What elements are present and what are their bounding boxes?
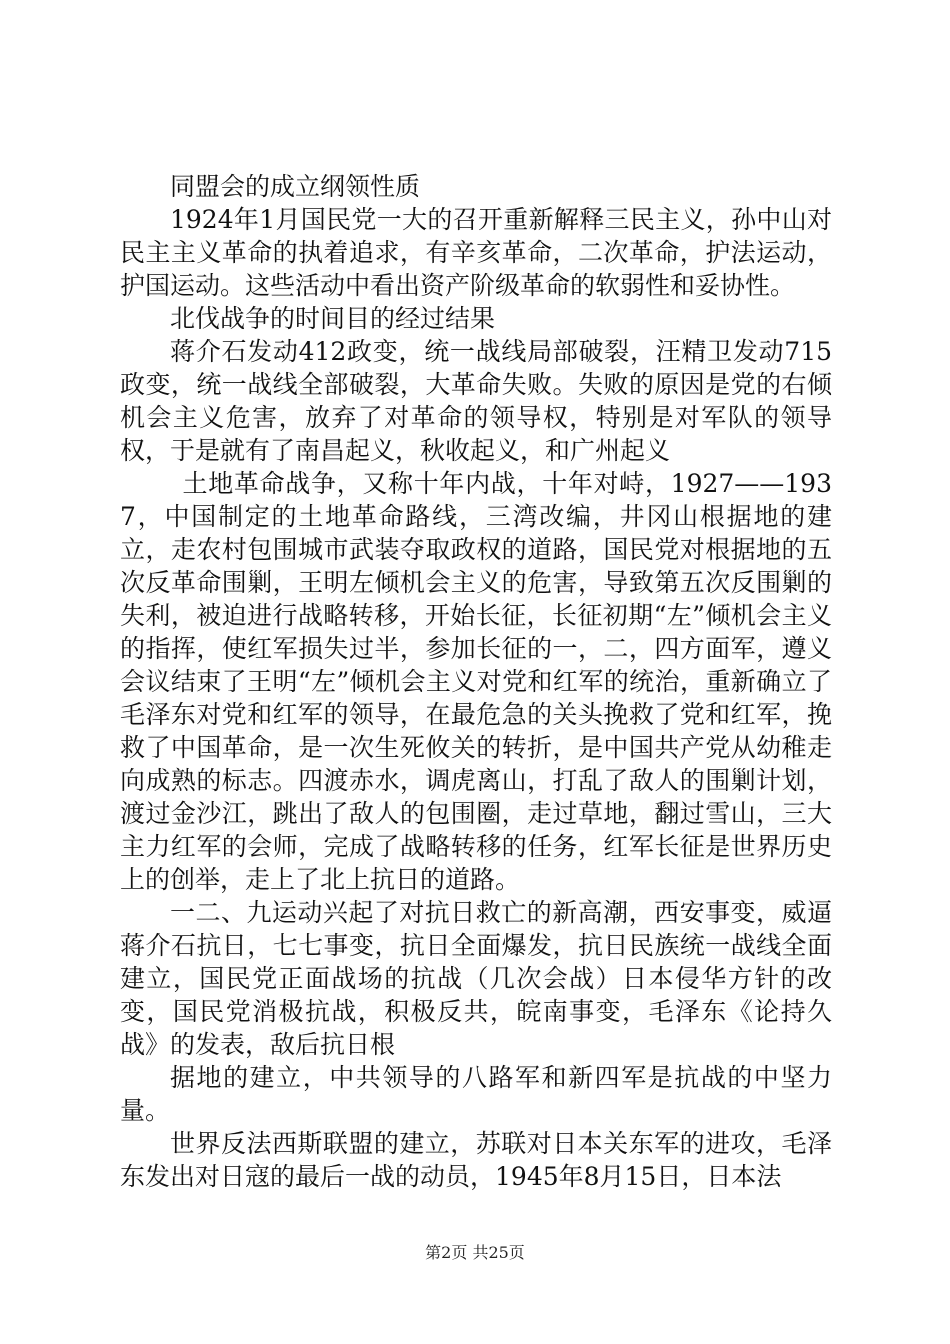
paragraph-northern-expedition: 北伐战争的时间目的经过结果 bbox=[170, 304, 496, 333]
paragraph-anti-fascist-alliance: 世界反法西斯联盟的建立，苏联对日本关东军的进攻，毛泽东发出对日寇的最后一战的动员，1945年8月15日，日本法 bbox=[120, 1129, 832, 1191]
paragraph-agrarian-revolution: 土地革命战争，又称十年内战，十年对峙，1927——1937，中国制定的土地革命路线，三湾改编，井冈山根据地的建立，走农村包围城市武装夺取政权的道路，国民党对根据地的五次反革命围剿，王明左倾机会主义的危害，导致第五次反围剿的失利，被迫进行战略转移，开始长征，长征初期“左”倾机会主义的指挥，使红军损失过半，参加长征的一，二，四方面军，遵义会议结束了王明“左”倾机会主义对党和红军的统治，重新确立了毛泽东对党和红军的领导，在最危急的关头挽救了党和红军，挽救了中国革命，是一次生死攸关的转折，是中国共产党从幼稚走向成熟的标志。四渡赤水，调虎离山，打乱了敌人的围剿计划，渡过金沙江，跳出了敌人的包围圈，走过草地，翻过雪山，三大主力红军的会师，完成了战略转移的任务，红军长征是世界历史上的创举，走上了北上抗日的道路。 bbox=[120, 469, 832, 894]
paragraph-412-incident: 蒋介石发动412政变，统一战线局部破裂，汪精卫发动715政变，统一战线全部破裂，大革命失败。失败的原因是党的右倾机会主义危害，放弃了对革命的领导权，特别是对军队的领导权，于是就有了南昌起义，秋收起义，和广州起义 bbox=[120, 337, 832, 465]
paragraph-base-areas: 据地的建立，中共领导的八路军和新四军是抗战的中坚力量。 bbox=[120, 1063, 832, 1125]
document-body bbox=[120, 170, 832, 1193]
page-number-footer: 第2页 共25页 bbox=[425, 1243, 525, 1262]
paragraph-kmt-first-congress: 1924年1月国民党一大的召开重新解释三民主义，孙中山对民主主义革命的执着追求，有辛亥革命，二次革命，护法运动，护国运动。这些活动中看出资产阶级革命的软弱性和妥协性。 bbox=[120, 205, 832, 300]
paragraph-tongmenghui: 同盟会的成立纲领性质 bbox=[170, 172, 421, 201]
paragraph-anti-japanese-war: 一二、九运动兴起了对抗日救亡的新高潮，西安事变，威逼蒋介石抗日，七七事变，抗日全面爆发，抗日民族统一战线全面建立，国民党正面战场的抗战（几次会战）日本侵华方针的改变，国民党消极抗战，积极反共，皖南事变，毛泽东《论持久战》的发表，敌后抗日根 bbox=[120, 898, 832, 1059]
